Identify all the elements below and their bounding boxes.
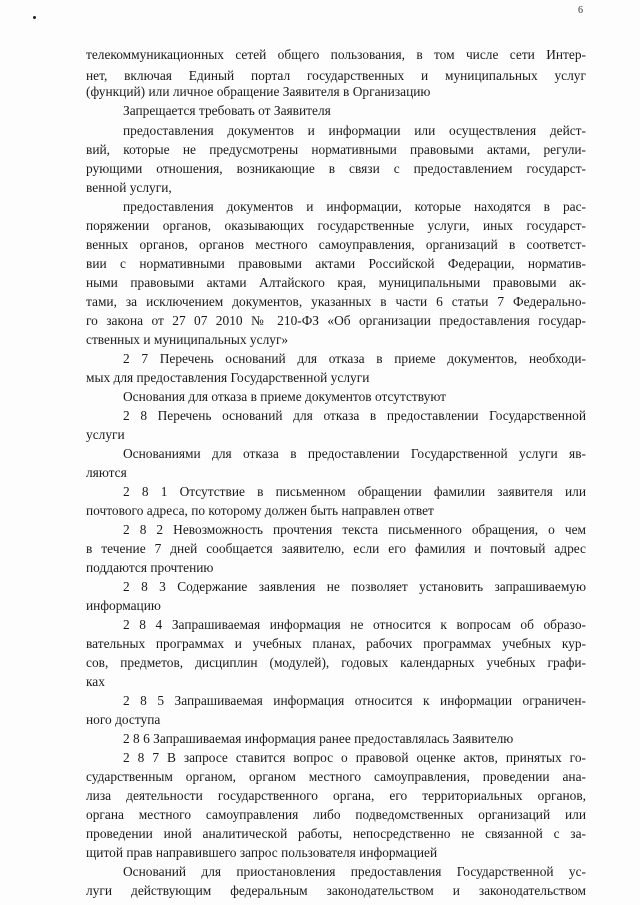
text-line: 2 8 5 Запрашиваемая информация относится к информации ограничен- xyxy=(123,693,586,708)
text-line: венной услуги, xyxy=(86,180,172,195)
text-line: информацию xyxy=(86,598,161,613)
text-line: (функций) или личное обращение Заявителя в Организацию xyxy=(86,84,431,99)
text-line: предоставления документов и информации, которые находятся в рас- xyxy=(123,199,586,214)
text-line: ного доступа xyxy=(86,712,161,727)
text-line: лиза деятельности государственного органа, его территориальных органов, xyxy=(86,788,586,803)
text-line: органа местного самоуправления либо подведомственных организаций или xyxy=(86,807,586,822)
text-line: рующими отношения, возникающие в связи с предоставлением государст- xyxy=(86,161,586,176)
page-number: 6 xyxy=(578,5,583,16)
text-line: поддаются прочтению xyxy=(86,560,214,575)
text-line: сов, предметов, дисциплин (модулей), годовых календарных учебных графи- xyxy=(86,655,586,670)
text-line: Основаниями для отказа в предоставлении Государственной услуги яв- xyxy=(123,446,586,461)
text-line: 2 7 Перечень оснований для отказа в приеме документов, необходи- xyxy=(123,351,586,366)
text-line: услуги xyxy=(86,427,125,442)
text-line: сударственным органом, органом местного самоуправления, проведении ана- xyxy=(86,769,586,784)
text-line: 2 8 1 Отсутствие в письменном обращении фамилии заявителя или xyxy=(123,484,586,499)
text-line: венных органов, органов местного самоуправления, организаций в соответст- xyxy=(86,237,586,252)
text-line: мых для предоставления Государственной услуги xyxy=(86,370,370,385)
text-line: Основания для отказа в приеме документов отсутствуют xyxy=(123,389,447,404)
text-line: почтового адреса, по которому должен быть направлен ответ xyxy=(86,503,434,518)
scan-dot xyxy=(33,16,36,19)
text-line: вий, которые не предусмотрены нормативными правовыми актами, регули- xyxy=(86,142,586,157)
text-line: телекоммуникационных сетей общего пользования, в том числе сети Интер- xyxy=(86,47,586,62)
text-line: вательных программах и учебных планах, рабочих программах учебных кур- xyxy=(86,636,586,651)
text-line: в течение 7 дней сообщается заявителю, если его фамилия и почтовый адрес xyxy=(86,541,586,556)
text-line: щитой прав направившего запрос пользователя информацией xyxy=(86,845,438,860)
text-line: Оснований для приостановления предоставления Государственной ус- xyxy=(123,864,586,879)
text-line: 2 8 Перечень оснований для отказа в предоставлении Государственной xyxy=(123,408,586,423)
text-line: предоставления документов и информации или осуществления дейст- xyxy=(123,123,586,138)
text-line: ляются xyxy=(86,465,127,480)
text-line: ственных и муниципальных услуг» xyxy=(86,332,289,347)
text-line: вии с нормативными правовыми актами Российской Федерации, норматив- xyxy=(86,256,586,271)
text-line: тами, за исключением документов, указанных в части 6 статьи 7 Федерально- xyxy=(86,294,586,309)
text-line: проведении иной аналитической работы, непосредственно не связанной с за- xyxy=(86,826,586,841)
text-line: ными правовыми актами Алтайского края, муниципальными правовыми ак- xyxy=(86,275,586,290)
text-line: 2 8 3 Содержание заявления не позволяет установить запрашиваемую xyxy=(123,579,586,594)
text-line: 2 8 6 Запрашиваемая информация ранее предоставлялась Заявителю xyxy=(123,731,514,746)
text-line: 2 8 2 Невозможность прочтения текста письменного обращения, о чем xyxy=(123,522,586,537)
text-line: ках xyxy=(86,674,105,689)
text-line: 2 8 7 В запросе ставится вопрос о правовой оценке актов, принятых го- xyxy=(123,750,586,765)
text-line: нет, включая Единый портал государственных и муниципальных услуг xyxy=(86,68,586,83)
text-line: Запрещается требовать от Заявителя xyxy=(123,103,331,118)
text-line: го закона от 27 07 2010 № 210-ФЗ «Об организации предоставления госудаp- xyxy=(86,313,586,328)
text-line: 2 8 4 Запрашиваемая информация не относится к вопросам об образо- xyxy=(123,617,586,632)
text-line: луги действующим федеральным законодательством и законодательством xyxy=(86,883,586,898)
text-line: поряжении органов, оказывающих государственные услуги, иных государст- xyxy=(86,218,586,233)
